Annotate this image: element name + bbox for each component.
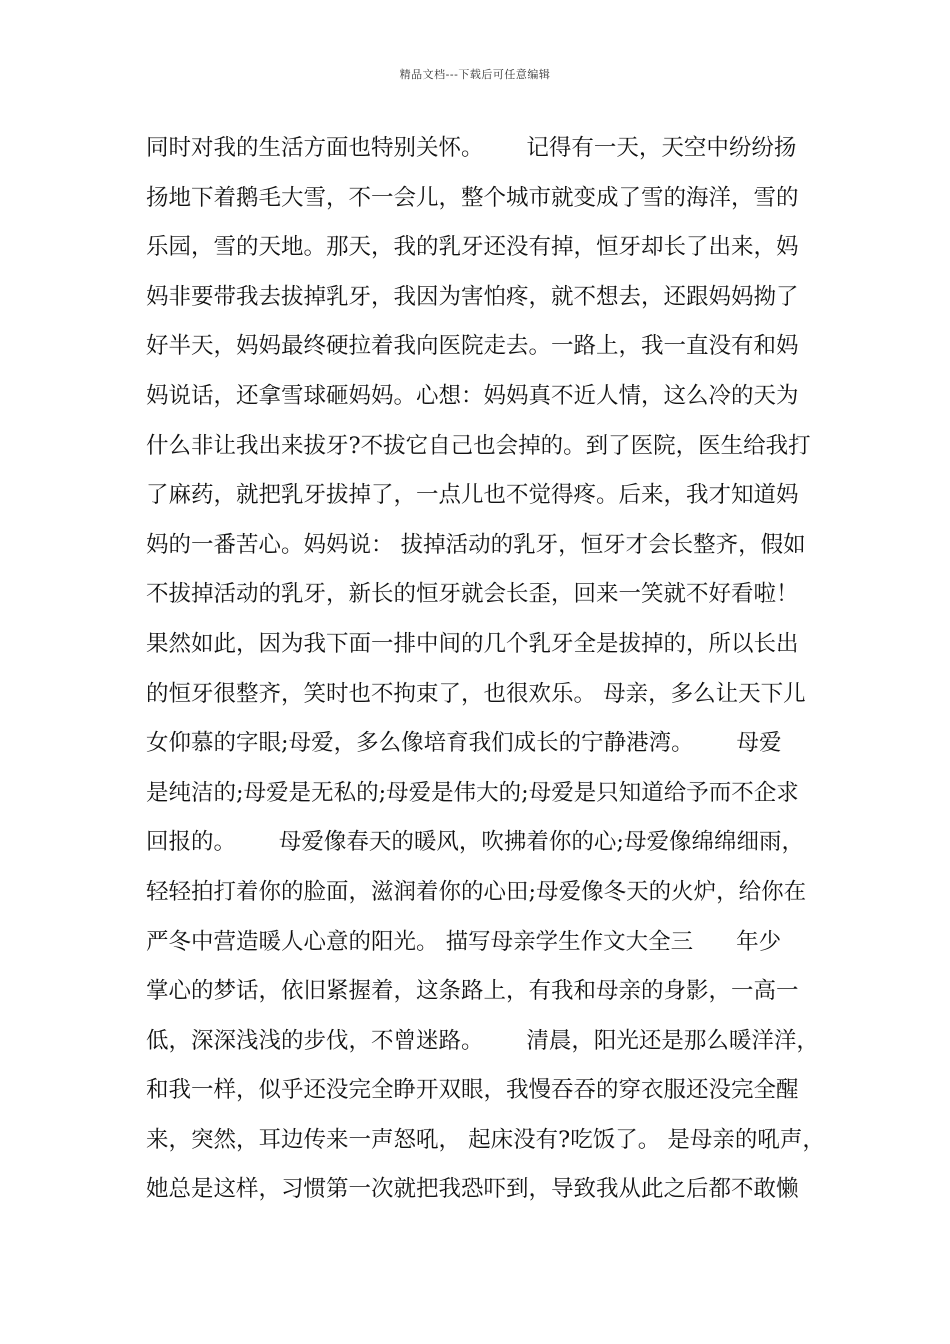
text-line: 好半天，妈妈最终硬拉着我向医院走去。一路上，我一直没有和妈	[146, 333, 799, 360]
text-line: 什么非让我出来拔牙?不拔它自己也会掉的。到了医院，医生给我打	[146, 432, 811, 459]
text-line: 来，突然，耳边传来一声怒吼， 起床没有?吃饭了。 是母亲的吼声，	[146, 1126, 825, 1153]
text-line: 低，深深浅浅的步伐，不曾迷路。 清晨，阳光还是那么暖洋洋，	[146, 1027, 819, 1054]
text-line: 了麻药，就把乳牙拔掉了，一点儿也不觉得疼。后来，我才知道妈	[146, 482, 799, 509]
text-line: 是纯洁的;母爱是无私的;母爱是伟大的;母爱是只知道给予而不企求	[146, 779, 799, 806]
text-line: 她总是这样，习惯第一次就把我恐吓到，导致我从此之后都不敢懒	[146, 1176, 799, 1203]
text-line: 果然如此，因为我下面一排中间的几个乳牙全是拔掉的，所以长出	[146, 630, 799, 657]
text-line: 女仰慕的字眼;母爱，多么像培育我们成长的宁静港湾。 母爱	[146, 730, 782, 757]
text-line: 妈的一番苦心。妈妈说： 拔掉活动的乳牙，恒牙才会长整齐，假如	[146, 531, 806, 558]
text-line: 轻轻拍打着你的脸面，滋润着你的心田;母爱像冬天的火炉，给你在	[146, 878, 807, 905]
text-line: 严冬中营造暖人心意的阳光。 描写母亲学生作文大全三 年少	[146, 928, 782, 955]
text-line: 掌心的梦话，依旧紧握着，这条路上，有我和母亲的身影，一高一	[146, 978, 799, 1005]
text-line: 的恒牙很整齐，笑时也不拘束了，也很欢乐。 母亲，多么让天下儿	[146, 680, 806, 707]
text-line: 乐园，雪的天地。那天，我的乳牙还没有掉，恒牙却长了出来，妈	[146, 234, 799, 261]
text-line: 不拔掉活动的乳牙，新长的恒牙就会长歪，回来一笑就不好看啦！	[146, 581, 799, 608]
text-line: 妈说话，还拿雪球砸妈妈。心想：妈妈真不近人情，这么冷的天为	[146, 382, 799, 409]
text-line: 同时对我的生活方面也特别关怀。 记得有一天，天空中纷纷扬	[146, 135, 797, 161]
document-body	[146, 124, 826, 1215]
text-line: 扬地下着鹅毛大雪，不一会儿，整个城市就变成了雪的海洋，雪的	[146, 184, 799, 211]
page-header: 精品文档---下载后可任意编辑	[399, 68, 551, 81]
text-line: 回报的。 母爱像春天的暖风，吹拂着你的心;母爱像绵绵细雨，	[146, 829, 804, 856]
text-line: 妈非要带我去拔掉乳牙，我因为害怕疼，就不想去，还跟妈妈拗了	[146, 283, 799, 310]
text-line: 和我一样，似乎还没完全睁开双眼，我慢吞吞的穿衣服还没完全醒	[146, 1077, 799, 1104]
